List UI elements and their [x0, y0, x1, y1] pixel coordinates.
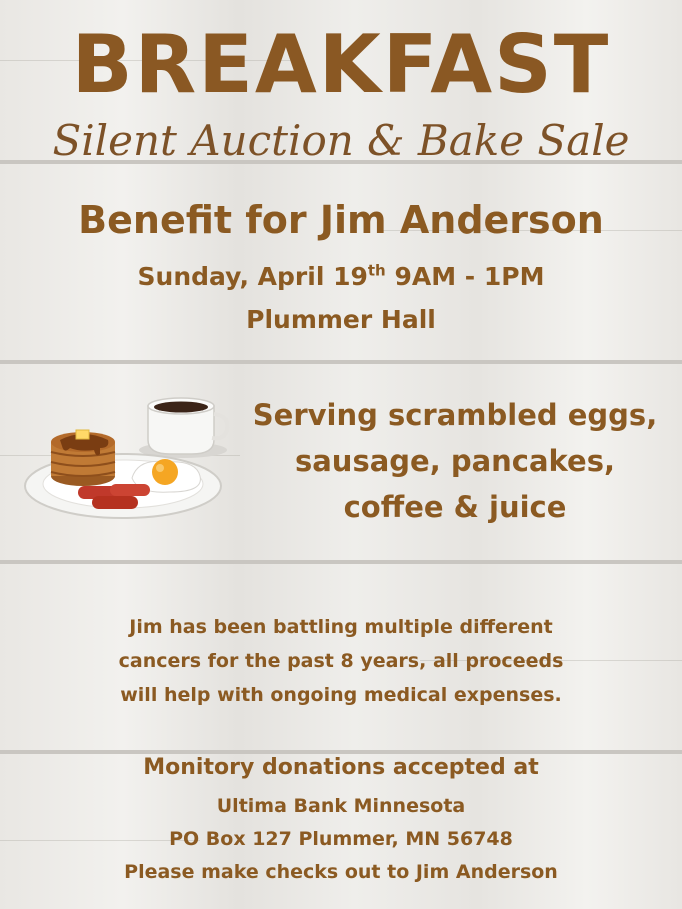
benefit-story: [60, 610, 622, 712]
benefit-heading: Benefit for Jim Anderson: [78, 198, 604, 242]
story-line: will help with ongoing medical expenses.: [120, 684, 562, 706]
event-date-main: Sunday, April 19: [137, 262, 368, 291]
menu-line: Serving scrambled eggs,: [252, 398, 658, 432]
menu-line: sausage, pancakes,: [294, 444, 616, 478]
breakfast-plate-icon: [20, 388, 235, 528]
menu-line: coffee & juice: [343, 490, 567, 524]
donation-line: Please make checks out to Jim Anderson: [124, 861, 558, 883]
event-date: [0, 262, 682, 291]
donation-line: PO Box 127 Plummer, MN 56748: [169, 828, 513, 850]
donation-heading: Monitory donations accepted at: [143, 755, 539, 780]
story-line: Jim has been battling multiple different: [129, 616, 553, 638]
menu-description: [240, 392, 670, 530]
flyer-title: BREAKFAST: [71, 18, 611, 111]
event-location: Plummer Hall: [246, 305, 436, 334]
donation-line: Ultima Bank Minnesota: [216, 795, 466, 817]
story-line: cancers for the past 8 years, all proceeds: [118, 650, 564, 672]
flyer-subtitle: Silent Auction & Bake Sale: [52, 116, 630, 165]
event-time: 9AM - 1PM: [385, 262, 545, 291]
donation-details: [60, 790, 622, 889]
event-date-suffix: th: [367, 261, 386, 280]
